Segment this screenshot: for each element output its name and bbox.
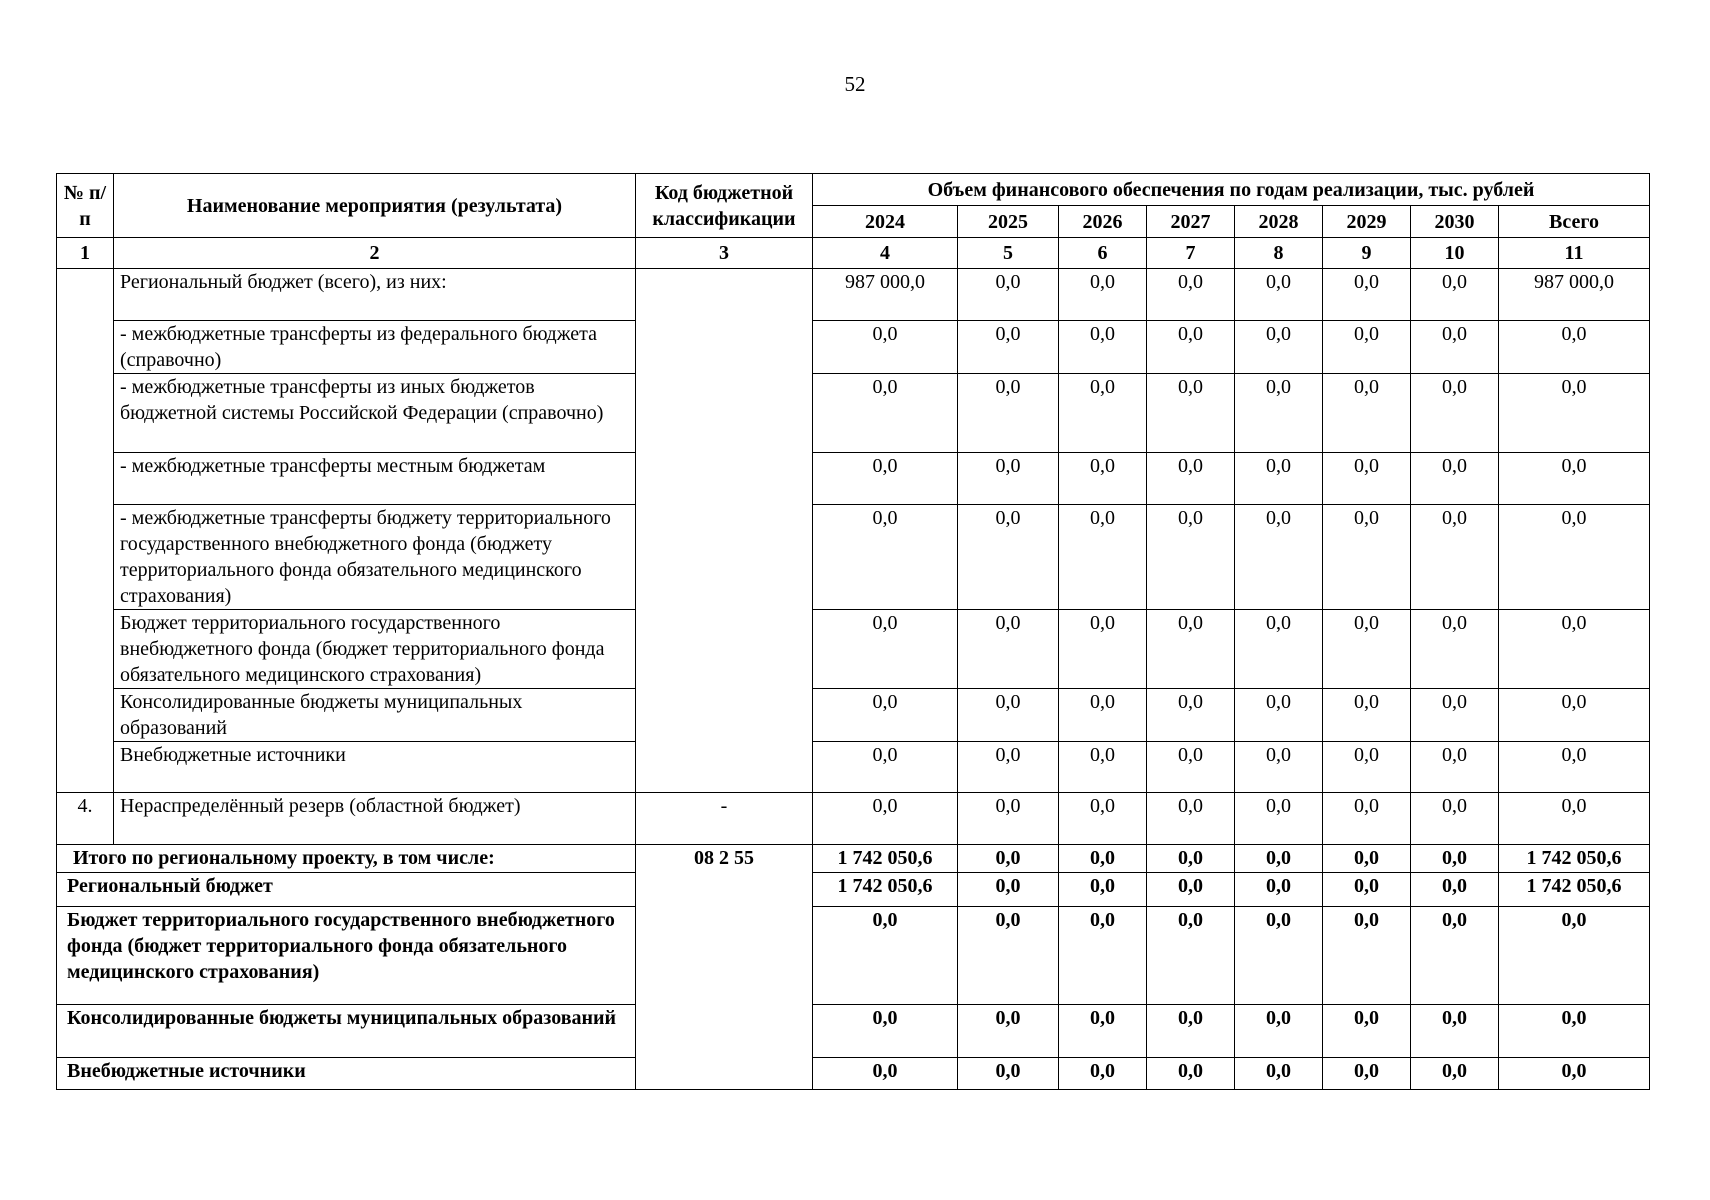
value-cell: 0,0 [958, 610, 1059, 689]
row-name: Бюджет территориального государственного внебюджетного фонда (бюджет территориального фонда обязательного медицинского страхования) [114, 610, 636, 689]
value-cell: 0,0 [1499, 907, 1650, 1005]
value-cell: 0,0 [1235, 505, 1323, 610]
table-row [57, 453, 1650, 505]
value-cell: 1 742 050,6 [1499, 845, 1650, 873]
total-row [57, 873, 1650, 907]
value-cell: 987 000,0 [1499, 269, 1650, 321]
value-cell: 0,0 [1499, 1058, 1650, 1090]
value-cell: 0,0 [1235, 1005, 1323, 1058]
value-cell: 0,0 [1147, 321, 1235, 374]
value-cell: 0,0 [1323, 1005, 1411, 1058]
header-year: 2030 [1411, 206, 1499, 238]
value-cell: 0,0 [1235, 321, 1323, 374]
value-cell: 0,0 [1059, 742, 1147, 793]
total-row [57, 845, 1650, 873]
value-cell: 0,0 [1235, 793, 1323, 845]
value-cell: 0,0 [1323, 505, 1411, 610]
row-number: 4. [57, 793, 114, 845]
value-cell: 0,0 [1411, 793, 1499, 845]
value-cell: 0,0 [1235, 453, 1323, 505]
value-cell: 0,0 [1499, 610, 1650, 689]
value-cell: 0,0 [958, 269, 1059, 321]
value-cell: 0,0 [1147, 873, 1235, 907]
column-number: 1 [57, 238, 114, 269]
table-row [57, 742, 1650, 793]
total-row [57, 907, 1650, 1005]
header-year: 2026 [1059, 206, 1147, 238]
value-cell: 0,0 [958, 845, 1059, 873]
value-cell: 0,0 [1147, 610, 1235, 689]
value-cell: 0,0 [1147, 742, 1235, 793]
value-cell: 0,0 [1411, 742, 1499, 793]
value-cell: 0,0 [1059, 1005, 1147, 1058]
value-cell: 0,0 [1323, 374, 1411, 453]
value-cell: 0,0 [813, 742, 958, 793]
value-cell: 0,0 [813, 505, 958, 610]
value-cell: 0,0 [813, 374, 958, 453]
column-number: 6 [1059, 238, 1147, 269]
value-cell: 0,0 [1147, 1005, 1235, 1058]
code-cell: - [636, 793, 813, 845]
row-name: - межбюджетные трансферты из иных бюджетов бюджетной системы Российской Федерации (справочно) [114, 374, 636, 453]
header-year: 2029 [1323, 206, 1411, 238]
row-name: - межбюджетные трансферты местным бюджетам [114, 453, 636, 505]
value-cell: 0,0 [1147, 689, 1235, 742]
value-cell: 0,0 [958, 1058, 1059, 1090]
value-cell: 0,0 [1059, 873, 1147, 907]
header-no: № п/п [57, 174, 114, 238]
value-cell: 0,0 [1411, 321, 1499, 374]
value-cell: 0,0 [813, 321, 958, 374]
value-cell: 0,0 [1235, 610, 1323, 689]
value-cell: 0,0 [1323, 610, 1411, 689]
value-cell: 0,0 [1323, 907, 1411, 1005]
column-number: 3 [636, 238, 813, 269]
column-number: 11 [1499, 238, 1650, 269]
column-numbers-row [57, 238, 1650, 269]
row-name: Итого по региональному проекту, в том числе: [57, 845, 636, 873]
value-cell: 0,0 [1411, 873, 1499, 907]
value-cell: 0,0 [813, 689, 958, 742]
value-cell: 0,0 [1147, 1058, 1235, 1090]
code-cell [636, 269, 813, 793]
value-cell: 0,0 [958, 689, 1059, 742]
value-cell: 0,0 [958, 907, 1059, 1005]
value-cell: 0,0 [1059, 321, 1147, 374]
table-row [57, 321, 1650, 374]
table-row [57, 689, 1650, 742]
value-cell: 0,0 [1147, 505, 1235, 610]
header-row-1 [57, 174, 1650, 206]
value-cell: 0,0 [813, 610, 958, 689]
value-cell: 0,0 [1235, 845, 1323, 873]
value-cell: 0,0 [958, 453, 1059, 505]
value-cell: 0,0 [1235, 742, 1323, 793]
value-cell: 0,0 [958, 793, 1059, 845]
value-cell: 0,0 [1411, 1058, 1499, 1090]
value-cell: 0,0 [958, 873, 1059, 907]
row-name: Консолидированные бюджеты муниципальных образований [57, 1005, 636, 1058]
value-cell: 0,0 [1411, 845, 1499, 873]
value-cell: 0,0 [1323, 689, 1411, 742]
code-cell: 08 2 55 [636, 845, 813, 1090]
value-cell: 0,0 [1059, 505, 1147, 610]
value-cell: 0,0 [1323, 845, 1411, 873]
value-cell: 0,0 [1147, 793, 1235, 845]
value-cell: 0,0 [1411, 1005, 1499, 1058]
table-row [57, 374, 1650, 453]
table-row [57, 269, 1650, 321]
value-cell: 1 742 050,6 [1499, 873, 1650, 907]
header-code: Код бюджетной классификации [636, 174, 813, 238]
value-cell: 0,0 [1411, 505, 1499, 610]
value-cell: 0,0 [1147, 453, 1235, 505]
column-number: 7 [1147, 238, 1235, 269]
column-number: 9 [1323, 238, 1411, 269]
value-cell: 0,0 [958, 321, 1059, 374]
value-cell: 0,0 [1323, 321, 1411, 374]
value-cell: 0,0 [1235, 1058, 1323, 1090]
header-total: Всего [1499, 206, 1650, 238]
budget-table [56, 173, 1650, 1090]
value-cell: 0,0 [1499, 505, 1650, 610]
row-name: Региональный бюджет (всего), из них: [114, 269, 636, 321]
reserve-row [57, 793, 1650, 845]
value-cell: 0,0 [1499, 453, 1650, 505]
value-cell: 0,0 [958, 1005, 1059, 1058]
value-cell: 0,0 [1059, 689, 1147, 742]
value-cell: 0,0 [1411, 689, 1499, 742]
value-cell: 987 000,0 [813, 269, 958, 321]
value-cell: 0,0 [1411, 374, 1499, 453]
value-cell: 0,0 [813, 793, 958, 845]
row-name: - межбюджетные трансферты из федерального бюджета (справочно) [114, 321, 636, 374]
header-year: 2028 [1235, 206, 1323, 238]
value-cell: 0,0 [1059, 907, 1147, 1005]
value-cell: 0,0 [1323, 793, 1411, 845]
value-cell: 0,0 [1235, 873, 1323, 907]
value-cell: 0,0 [1059, 453, 1147, 505]
row-number-cell [57, 269, 114, 793]
row-name: Консолидированные бюджеты муниципальных образований [114, 689, 636, 742]
value-cell: 0,0 [1059, 845, 1147, 873]
header-year: 2027 [1147, 206, 1235, 238]
value-cell: 0,0 [1323, 873, 1411, 907]
value-cell: 0,0 [813, 1058, 958, 1090]
value-cell: 0,0 [1059, 610, 1147, 689]
total-row [57, 1005, 1650, 1058]
value-cell: 0,0 [813, 907, 958, 1005]
row-name: Нераспределённый резерв (областной бюджет) [114, 793, 636, 845]
value-cell: 0,0 [1411, 610, 1499, 689]
value-cell: 0,0 [1323, 269, 1411, 321]
value-cell: 0,0 [1323, 1058, 1411, 1090]
column-number: 10 [1411, 238, 1499, 269]
value-cell: 0,0 [1235, 689, 1323, 742]
value-cell: 0,0 [1323, 742, 1411, 793]
total-row [57, 1058, 1650, 1090]
value-cell: 0,0 [1499, 374, 1650, 453]
header-year: 2025 [958, 206, 1059, 238]
header-year: 2024 [813, 206, 958, 238]
value-cell: 0,0 [1235, 269, 1323, 321]
value-cell: 0,0 [1235, 374, 1323, 453]
column-number: 5 [958, 238, 1059, 269]
value-cell: 0,0 [813, 1005, 958, 1058]
value-cell: 0,0 [1059, 269, 1147, 321]
value-cell: 0,0 [1499, 1005, 1650, 1058]
row-name: Бюджет территориального государственного внебюджетного фонда (бюджет территориального фонда обязательного медицинского страхования) [57, 907, 636, 1005]
value-cell: 0,0 [1059, 374, 1147, 453]
value-cell: 0,0 [1499, 689, 1650, 742]
page-number: 52 [844, 72, 866, 96]
row-name: Внебюджетные источники [57, 1058, 636, 1090]
value-cell: 0,0 [1147, 845, 1235, 873]
column-number: 4 [813, 238, 958, 269]
value-cell: 0,0 [1499, 321, 1650, 374]
value-cell: 0,0 [813, 453, 958, 505]
value-cell: 0,0 [1147, 907, 1235, 1005]
value-cell: 0,0 [1411, 269, 1499, 321]
value-cell: 0,0 [1059, 1058, 1147, 1090]
column-number: 8 [1235, 238, 1323, 269]
value-cell: 0,0 [1411, 453, 1499, 505]
value-cell: 0,0 [1499, 793, 1650, 845]
header-volume: Объем финансового обеспечения по годам реализации, тыс. рублей [813, 174, 1650, 206]
row-name: Внебюджетные источники [114, 742, 636, 793]
value-cell: 0,0 [958, 742, 1059, 793]
row-name: Региональный бюджет [57, 873, 636, 907]
value-cell: 0,0 [958, 374, 1059, 453]
table-row [57, 610, 1650, 689]
value-cell: 0,0 [1235, 907, 1323, 1005]
column-number: 2 [114, 238, 636, 269]
row-name: - межбюджетные трансферты бюджету территориального государственного внебюджетного фонда (бюджету территориального фонда обязательного медицинского страхования) [114, 505, 636, 610]
value-cell: 0,0 [1499, 742, 1650, 793]
value-cell: 0,0 [1323, 453, 1411, 505]
table-row [57, 505, 1650, 610]
value-cell: 0,0 [1411, 907, 1499, 1005]
value-cell: 0,0 [1147, 269, 1235, 321]
value-cell: 0,0 [1059, 793, 1147, 845]
header-name: Наименование мероприятия (результата) [114, 174, 636, 238]
value-cell: 1 742 050,6 [813, 873, 958, 907]
value-cell: 0,0 [1147, 374, 1235, 453]
value-cell: 0,0 [958, 505, 1059, 610]
value-cell: 1 742 050,6 [813, 845, 958, 873]
